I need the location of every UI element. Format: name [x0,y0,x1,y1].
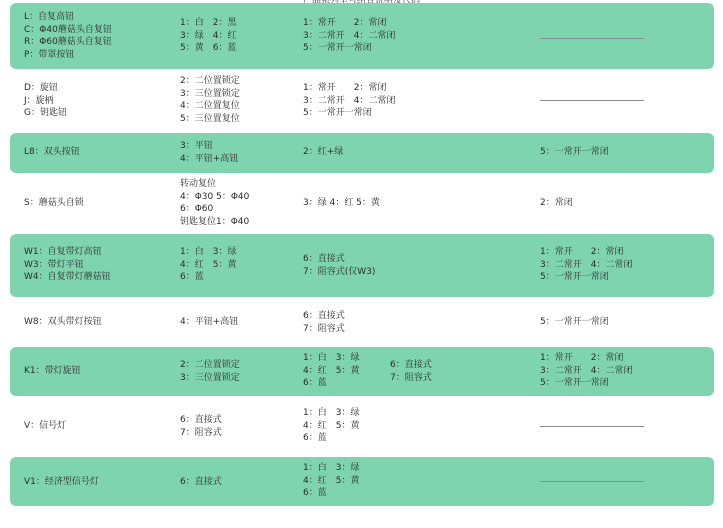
series-codes: L：自复高钮 C：Φ40蘑菇头自复钮 R：Φ60蘑菇头自复钮 P：带罩按钮 [24,12,112,60]
lamp-type-codes: 6：直接式 [180,477,222,487]
empty-dash [540,38,644,39]
contact-codes: 5：一常开一常闭 [540,147,609,157]
color-codes: 1：白 2：黑 3：绿 4：红 5：黄 6：蓝 [180,18,237,53]
table-row [10,298,714,346]
lamp-type-codes: 6：直接式 7：阻容式 [303,311,345,334]
contact-codes: 1：常开 2：常闭 3：二常开 4：二常闭 5：一常开一常闭 [303,18,396,53]
series-codes: W8：双头带灯按钮 [24,317,102,327]
lamp-type-codes: 6：直接式 7：阻容式 [390,360,432,383]
table-row [10,347,714,396]
table-row [10,397,714,455]
position-codes: 2：二位置锁定 3：三位置锁定 [180,360,240,383]
color-codes: 1：白 3：绿 4：红 5：黄 6：蓝 [180,247,237,282]
contact-codes: 5：一常开一常闭 [540,317,609,327]
series-codes: K1：带灯旋钮 [24,366,81,376]
color-codes: 1：白 3：绿 4：红 5：黄 6：蓝 [303,408,360,443]
button-type-codes: 4：平钮+高钮 [180,317,239,327]
table-row [10,174,714,232]
series-codes: W1：自复带灯高钮 W3：带灯平钮 W4：自复带灯蘑菇钮 [24,247,111,282]
button-type-codes: 3：平钮 4：平钮+高钮 [180,141,239,164]
color-codes: 3：绿 4：红 5：黄 [303,198,380,208]
contact-codes: 1：常开 2：常闭 3：二常开 4：二常闭 5：一常开一常闭 [303,83,396,118]
empty-dash [540,100,644,101]
table-row [10,457,714,506]
series-codes: S：蘑菇头自锁 [24,198,84,208]
color-codes: 1：白 3：绿 4：红 5：黄 6：蓝 [303,353,360,388]
table-row [10,3,714,69]
reset-codes: 转动复位 4：Φ30 5：Φ40 6：Φ60 钥匙复位1：Φ40 [180,179,250,227]
table-row [10,133,714,173]
series-codes: D：旋钮 J：旋柄 G：钥匙钮 [24,83,67,118]
lamp-type-codes: 6：直接式 7：阻容式(仅W3) [303,254,376,277]
contact-codes: 2：常闭 [540,198,573,208]
color-codes: 1：白 3：绿 4：红 5：黄 6：蓝 [303,463,360,498]
lamp-type-codes: 6：直接式 7：阻容式 [180,415,222,438]
table-row [10,70,714,132]
empty-dash [540,481,644,482]
contact-codes: 1：常开 2：常闭 3：二常开 4：二常闭 5：一常开一常闭 [540,247,633,282]
table-row [10,234,714,297]
series-codes: V：信号灯 [24,421,67,431]
series-codes: V1：经济型信号灯 [24,477,99,487]
series-codes: L8：双头按钮 [24,147,80,157]
color-codes: 2：红+绿 [303,147,344,157]
contact-codes: 1：常开 2：常闭 3：二常开 4：二常闭 5：一常开一常闭 [540,353,633,388]
position-codes: 2：二位置锁定 3：三位置锁定 4：二位置复位 5：三位置复位 [180,76,240,124]
empty-dash [540,426,644,427]
